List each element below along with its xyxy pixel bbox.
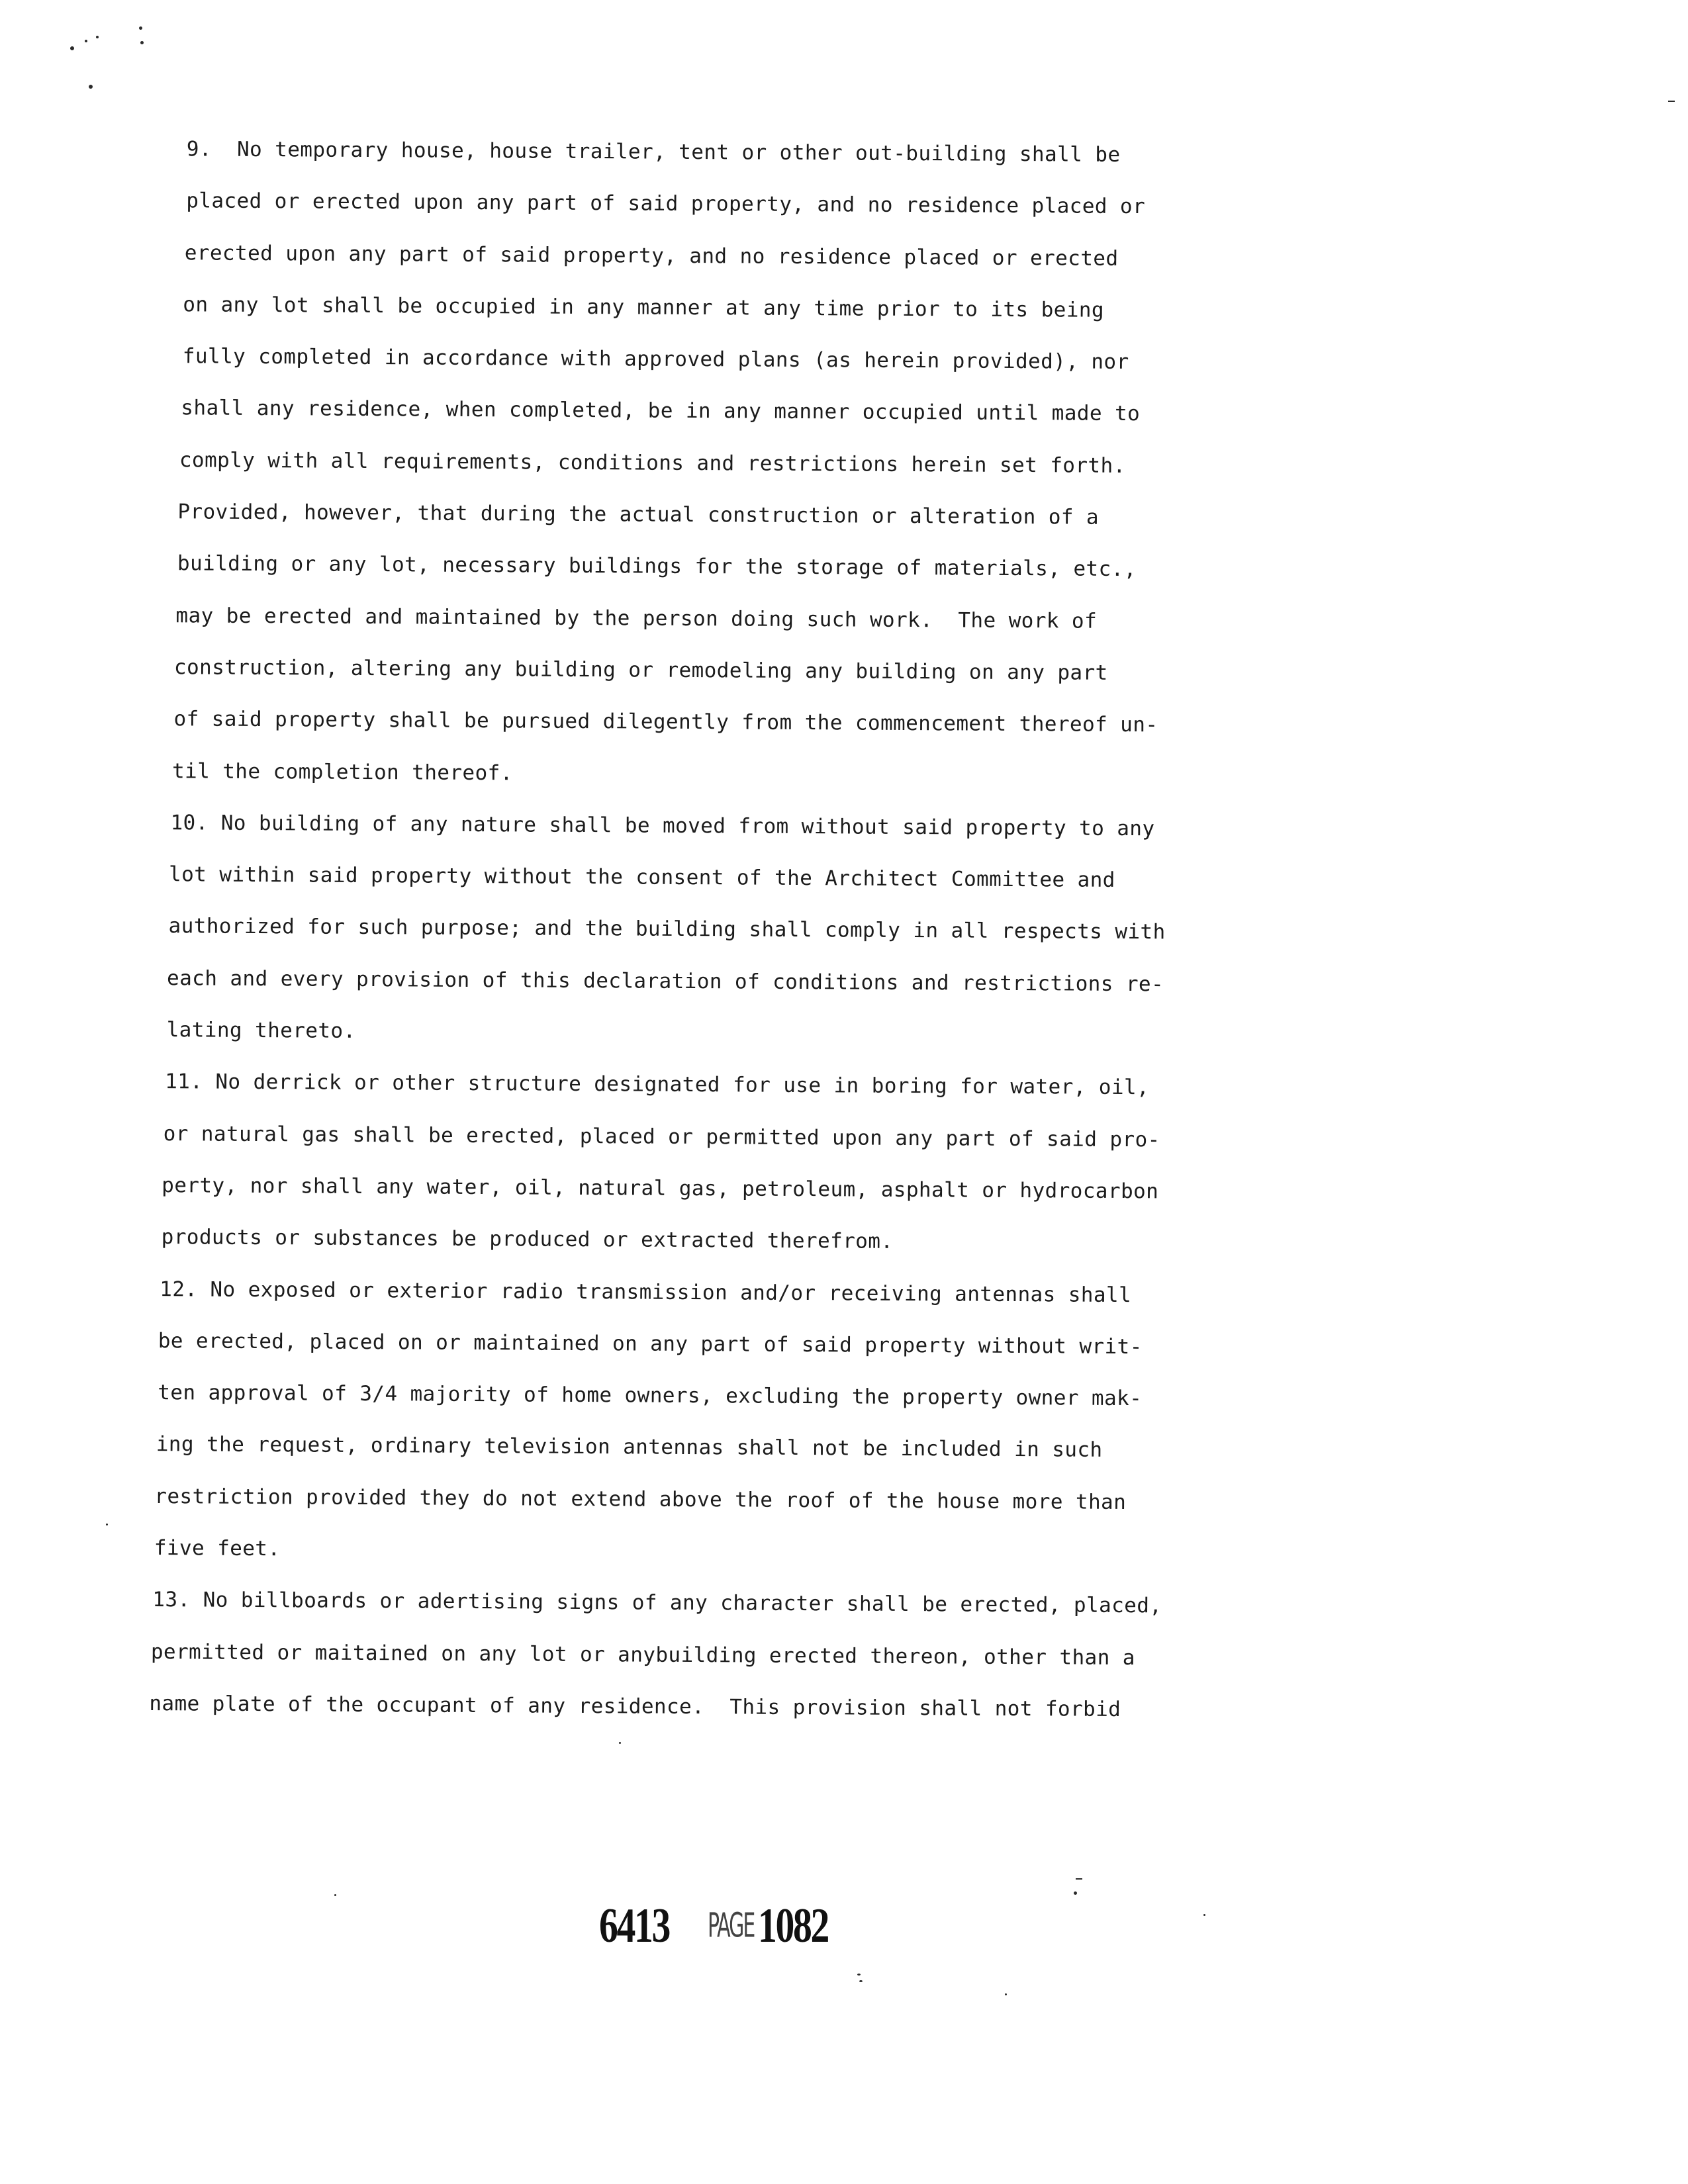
- page-mark: PAGE: [708, 1906, 755, 1946]
- text-line: 12. No exposed or exterior radio transmission and/or receiving antennas shall: [160, 1277, 1132, 1307]
- book-page-stamp: [599, 1899, 877, 1952]
- text-line: restriction provided they do not extend above the roof of the house more than: [154, 1484, 1127, 1514]
- text-line: on any lot shall be occupied in any manner at any time prior to its being: [183, 293, 1105, 322]
- text-line: of said property shall be pursued dilegently from the commencement thereof un-: [173, 707, 1158, 737]
- text-line: construction, altering any building or remodeling any building on any part: [173, 655, 1108, 685]
- text-line: each and every provision of this declaration of conditions and restrictions re-: [166, 966, 1164, 997]
- scan-speck: [85, 40, 87, 42]
- scan-speck: [1074, 1891, 1077, 1895]
- text-line: Provided, however, that during the actual construction or alteration of a: [177, 500, 1100, 529]
- book-number: 6413: [599, 1898, 670, 1953]
- text-line: permitted or maitained on any lot or anybuilding erected thereon, other than a: [150, 1639, 1135, 1670]
- text-line: name plate of the occupant of any residence. This provision shall not forbid: [149, 1691, 1121, 1721]
- text-line: 10. No building of any nature shall be moved from without said property to any: [170, 811, 1155, 841]
- text-line: 13. No billboards or adertising signs of any character shall be erected, placed,: [152, 1588, 1162, 1618]
- text-line: placed or erected upon any part of said property, and no residence placed or: [186, 189, 1146, 219]
- scan-speck: [106, 1524, 108, 1525]
- document-body: [142, 123, 1225, 1736]
- text-line: lot within said property without the consent of the Architect Committee and: [168, 862, 1115, 893]
- scan-speck: [857, 1974, 861, 1976]
- page-number: 1082: [758, 1898, 829, 1953]
- scan-speck: [140, 41, 144, 44]
- text-line: fully completed in accordance with approved plans (as herein provided), nor: [182, 344, 1129, 375]
- scan-speck: [96, 36, 99, 38]
- text-line: five feet.: [154, 1536, 281, 1561]
- text-line: 9. No temporary house, house trailer, tent or other out-building shall be: [186, 137, 1121, 167]
- text-line: comply with all requirements, conditions and restrictions herein set forth.: [179, 448, 1126, 478]
- text-line: perty, nor shall any water, oil, natural gas, petroleum, asphalt or hydrocarbon: [162, 1173, 1159, 1204]
- scan-speck: [1203, 1914, 1205, 1916]
- text-line: erected upon any part of said property, and no residence placed or erected: [184, 240, 1119, 271]
- scan-speck: [1005, 1993, 1007, 1995]
- scan-speck: [859, 1980, 863, 1982]
- text-line: til the completion thereof.: [171, 758, 513, 785]
- text-line: products or substances be produced or extracted therefrom.: [161, 1225, 894, 1254]
- scan-speck: [334, 1894, 336, 1896]
- text-line: 11. No derrick or other structure designated for use in boring for water, oil,: [165, 1069, 1150, 1100]
- text-line: ten approval of 3/4 majority of home owners, excluding the property owner mak-: [158, 1381, 1143, 1411]
- scan-speck: [619, 1742, 621, 1744]
- text-line: authorized for such purpose; and the building shall comply in all respects with: [168, 914, 1166, 944]
- scan-speck: [89, 85, 93, 89]
- scan-speck: [1668, 101, 1675, 102]
- text-line: or natural gas shall be erected, placed or permitted upon any part of said pro-: [163, 1121, 1160, 1152]
- scan-speck: [139, 26, 142, 30]
- text-line: be erected, placed on or maintained on any part of said property without writ-: [158, 1328, 1143, 1359]
- text-line: may be erected and maintained by the person doing such work. The work of: [175, 603, 1098, 633]
- scan-speck: [1076, 1878, 1082, 1880]
- text-line: shall any residence, when completed, be in any manner occupied until made to: [181, 396, 1141, 426]
- text-line: building or any lot, necessary buildings for the storage of materials, etc.,: [177, 551, 1137, 582]
- scan-speck: [70, 46, 74, 50]
- text-line: lating thereto.: [166, 1018, 356, 1043]
- text-line: ing the request, ordinary television antennas shall not be included in such: [156, 1432, 1103, 1463]
